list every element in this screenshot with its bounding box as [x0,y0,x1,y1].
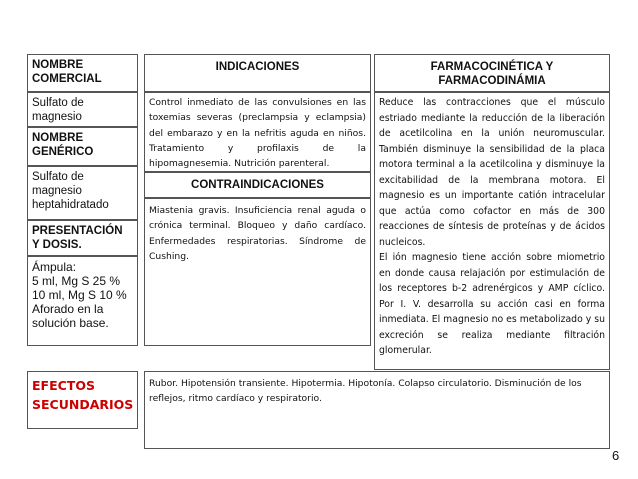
presentacion-label: PRESENTACIÓN Y DOSIS. [27,220,138,256]
farmaco-paragraph-1: Reduce las contracciones que el músculo estriado mediante la reducción de la liberación de acetilcolina en la unión neuromuscular. También disminuye la sensibilidad de la placa motora terminal a la acetilcolina y disminuye la excitabilidad de la membrana motora. El magnesio es un importante catión intracelular que actúa como cofactor en más de 300 reacciones de síntesis de proteínas y de ácidos nucleicos. [379,97,605,248]
contraindicaciones-text: Miastenia gravis. Insuficiencia renal aguda o crónica terminal. Bloqueo y daño cardíaco. Enfermedades respiratorias. Síndrome de Cushing. [144,198,371,346]
nombre-comercial-label: NOMBRE COMERCIAL [27,54,138,92]
farmaco-header-line2: FARMACODINÁMIA [438,75,546,87]
presentacion-line: 5 ml, Mg S 25 % [32,274,121,288]
indicaciones-header: INDICACIONES [215,61,300,73]
page-number: 6 [612,448,620,463]
nombre-comercial-value: Sulfato de magnesio [27,92,138,127]
presentacion-line: Aforado en la solución base. [32,302,109,330]
farmaco-paragraph-2: El ión magnesio tiene acción sobre miometrio en donde causa relajación por estimulación de los receptores b-2 adrenérgicos y AMP cíclico. Por I. V. desarrolla su acción casi en forma inmediata. El magnesio no es metabolizado y su excreción se realiza mediante filtración glomerular. [379,252,605,356]
efectos-secundarios-text: Rubor. Hipotensión transiente. Hipotermia. Hipotonía. Colapso circulatorio. Disminución de los reflejos, ritmo cardíaco y respiratorio. [144,371,610,449]
efectos-secundarios-label: EFECTOS SECUNDARIOS [27,371,138,429]
indicaciones-text: Control inmediato de las convulsiones en las toxemias severas (preclampsia y eclampsia) del embarazo y en la nefritis aguda en niños. Tratamiento y profilaxis de la hipomagnesemia. Nutrición parenteral. [144,92,371,172]
presentacion-value [27,256,138,346]
contraindicaciones-header: CONTRAINDICACIONES [191,179,324,191]
presentacion-line: Ámpula: [32,260,77,274]
farmaco-text [374,92,610,370]
farmaco-header-cell [374,54,610,92]
nombre-generico-value: Sulfato de magnesio heptahidratado [27,166,138,220]
contraindicaciones-header-cell [144,172,371,198]
indicaciones-header-cell [144,54,371,92]
nombre-generico-label: NOMBRE GENÉRICO [27,127,138,166]
farmaco-header-line1: FARMACOCINÉTICA Y [430,61,554,73]
presentacion-line: 10 ml, Mg S 10 % [32,288,127,302]
